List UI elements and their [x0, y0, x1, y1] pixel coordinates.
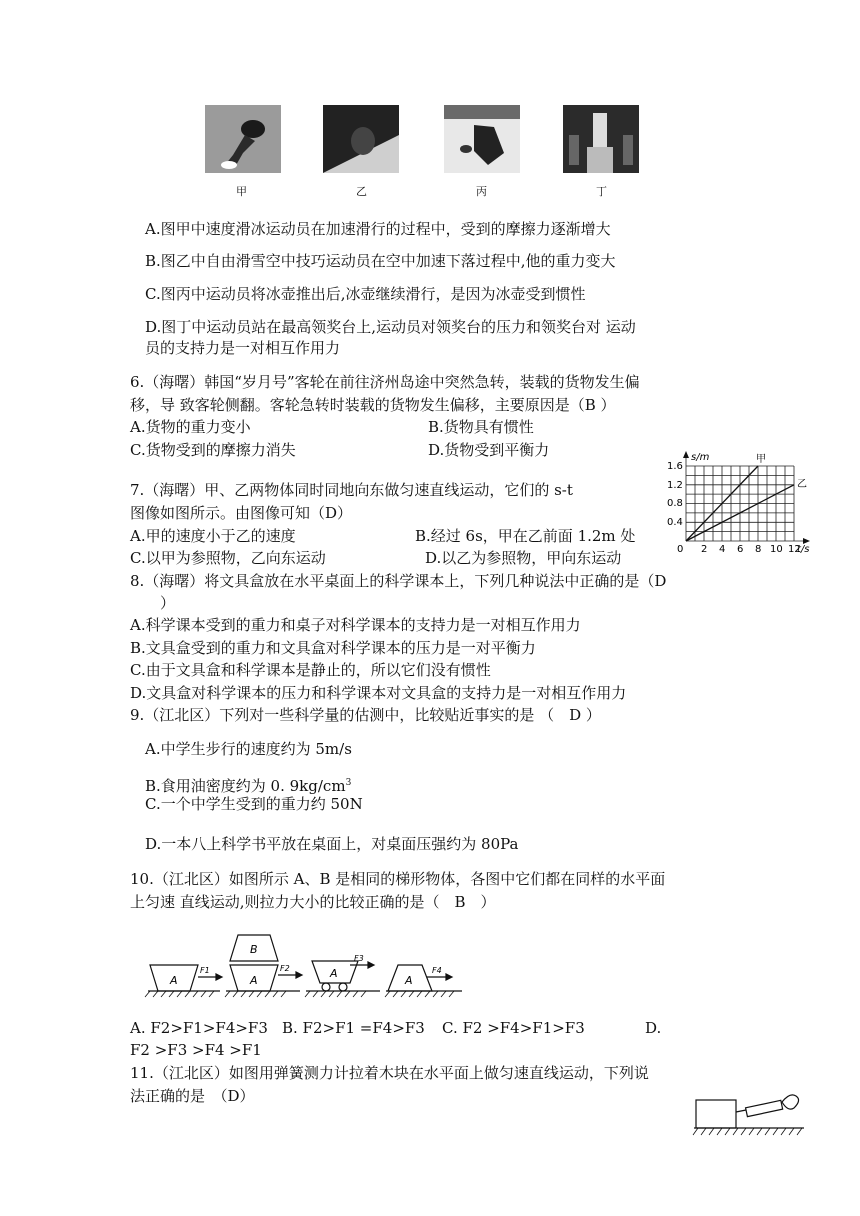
- wooden-block: [696, 1100, 736, 1128]
- q10-stem-line1: 10.（江北区）如图所示 A、B 是相同的梯形物体，各图中它们都在同样的水平面: [130, 870, 666, 888]
- q9-option-a: A.中学生步行的速度约为 5m/s: [145, 740, 352, 758]
- series-jia-label: 甲: [756, 454, 766, 465]
- q6-option-d: D.货物受到平衡力: [428, 441, 550, 459]
- hand: [782, 1095, 799, 1109]
- ytick-1.2: 1.2: [667, 480, 683, 491]
- xtick-4: 4: [719, 544, 726, 555]
- panel-3: [305, 961, 380, 997]
- q9-option-d: D.一本八上科学书平放在桌面上，对桌面压强约为 80Pa: [145, 835, 519, 853]
- block-b: B: [250, 943, 258, 956]
- block-a-2: A: [250, 974, 258, 987]
- curler-figure: [444, 105, 520, 173]
- xtick-8: 8: [755, 544, 762, 555]
- q7-stem-line1: 7.（海曙）甲、乙两物体同时同地向东做匀速直线运动，它们的 s-t: [130, 481, 573, 499]
- origin-label: 0: [677, 544, 684, 555]
- q11-stem-line1: 11.（江北区）如图用弹簧测力计拉着木块在水平面上做匀速直线运动，下列说: [130, 1064, 649, 1082]
- force-f3-label: F3: [354, 954, 364, 963]
- photo-curling: [444, 105, 520, 173]
- q7-option-a: A.甲的速度小于乙的速度: [130, 527, 296, 545]
- q8-stem-line1: 8.（海曙）将文具盒放在水平桌面上的科学课本上，下列几种说法中正确的是（D: [130, 572, 667, 590]
- q9-option-c: C.一个中学生受到的重力约 50N: [145, 795, 363, 813]
- panel-2: [225, 935, 302, 997]
- q7-stem-line2: 图像如图所示。由图像可知（D）: [130, 504, 353, 522]
- photo-podium: [563, 105, 639, 173]
- photo-freestyle-skiing: [323, 105, 399, 173]
- q10-diagram: [140, 925, 480, 1005]
- q5-option-b: B.图乙中自由滑雪空中技巧运动员在空中加速下落过程中,他的重力变大: [145, 252, 616, 270]
- q11-diagram: [690, 1082, 810, 1142]
- q11-stem-line2: 法正确的是 （D）: [130, 1087, 255, 1105]
- spring-scale: [746, 1100, 783, 1116]
- q10-option-d: D.: [645, 1019, 662, 1037]
- q10-option-c: C. F2 >F4>F1>F3: [442, 1019, 585, 1037]
- q7-option-b: B.经过 6s，甲在乙前面 1.2m 处: [415, 527, 636, 545]
- q8-option-d: D.文具盒对科学课本的压力和科学课本对文具盒的支持力是一对相互作用力: [130, 684, 627, 702]
- q5-option-c: C.图丙中运动员将冰壶推出后,冰壶继续滑行，是因为冰壶受到惯性: [145, 285, 586, 303]
- q10-option-d-value: F2 >F3 >F4 >F1: [130, 1041, 262, 1059]
- q6-option-c: C.货物受到的摩擦力消失: [130, 441, 296, 459]
- skier-figure: [323, 105, 399, 173]
- block-a-1: A: [170, 974, 178, 987]
- q10-option-b: B. F2>F1 =F4>F3: [282, 1019, 425, 1037]
- q9-option-b-sup: 3: [345, 778, 352, 788]
- q6-stem-line2: 移，导 致客轮侧翻。客轮急转时装载的货物发生偏移，主要原因是（B ）: [130, 396, 616, 414]
- ytick-1.6: 1.6: [667, 461, 683, 472]
- q6-option-b: B.货物具有惯性: [428, 418, 534, 436]
- y-axis-arrow: [683, 451, 689, 458]
- force-f2-label: F2: [280, 964, 290, 973]
- xtick-10: 10: [770, 544, 783, 555]
- series-yi-label: 乙: [797, 479, 807, 490]
- skater-figure: [205, 105, 281, 173]
- force-f4-label: F4: [432, 966, 442, 975]
- q5-option-d-line2: 员的支持力是一对相互作用力: [145, 339, 341, 357]
- photo-caption-jia: 甲: [236, 185, 247, 198]
- q9-option-b-text: B.食用油密度约为 0. 9kg/cm: [145, 777, 346, 795]
- ytick-0.4: 0.4: [667, 517, 683, 528]
- block-a-3: A: [330, 967, 338, 980]
- photo-speed-skating: [205, 105, 281, 173]
- q8-option-c: C.由于文具盒和科学课本是静止的，所以它们没有惯性: [130, 661, 491, 679]
- xtick-12: 12: [788, 544, 801, 555]
- q5-option-a: A.图甲中速度滑冰运动员在加速滑行的过程中，受到的摩擦力逐渐增大: [145, 220, 611, 238]
- block-a-4: A: [405, 974, 413, 987]
- q10-option-a: A. F2>F1>F4>F3: [130, 1019, 268, 1037]
- photo-caption-bing: 丙: [476, 185, 487, 198]
- q6-stem-line1: 6.（海曙）韩国“岁月号”客轮在前往济州岛途中突然急转，装载的货物发生偏: [130, 373, 640, 391]
- q5-option-d-line1: D.图丁中运动员站在最高领奖台上,运动员对领奖台的压力和领奖台对 运动: [145, 318, 636, 336]
- xtick-6: 6: [737, 544, 744, 555]
- q7-option-d: D.以乙为参照物，甲向东运动: [425, 549, 622, 567]
- q8-option-b: B.文具盒受到的重力和文具盒对科学课本的压力是一对平衡力: [130, 639, 536, 657]
- x-axis-label: t/s: [797, 544, 810, 555]
- st-graph: [655, 450, 815, 560]
- q7-option-c: C.以甲为参照物，乙向东运动: [130, 549, 326, 567]
- panel-4: [385, 965, 462, 997]
- y-axis-label: s/m: [691, 452, 710, 463]
- photo-caption-yi: 乙: [356, 185, 367, 198]
- q8-stem-line2: ）: [160, 594, 176, 612]
- ytick-0.8: 0.8: [667, 498, 683, 509]
- q8-option-a: A.科学课本受到的重力和桌子对科学课本的支持力是一对相互作用力: [130, 616, 581, 634]
- panel-1: [145, 965, 222, 997]
- q10-stem-line2: 上匀速 直线运动,则拉力大小的比较正确的是（ B ）: [130, 893, 496, 911]
- q9-stem: 9.（江北区）下列对一些科学量的估测中，比较贴近事实的是 （ D ）: [130, 706, 601, 724]
- q6-option-a: A.货物的重力变小: [130, 418, 251, 436]
- st-graph-grid: [686, 455, 805, 541]
- force-f1-label: F1: [200, 966, 210, 975]
- photo-caption-ding: 丁: [596, 185, 607, 198]
- xtick-2: 2: [701, 544, 708, 555]
- podium-figure: [563, 105, 639, 173]
